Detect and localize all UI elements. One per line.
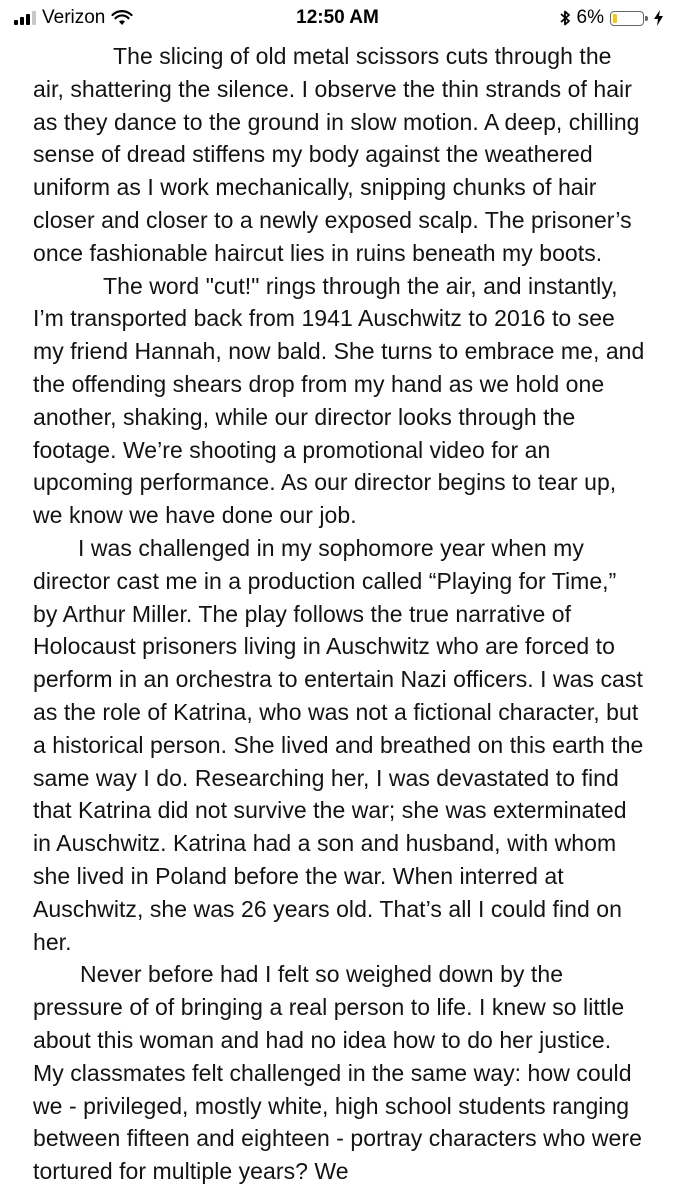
- bluetooth-icon: [559, 9, 571, 27]
- status-right: [559, 7, 663, 29]
- charging-bolt-icon: [654, 10, 663, 26]
- paragraph-1: The slicing of old metal scissors cuts through the air, shattering the silence. I observe the thin strands of hair as they dance to the ground in slow motion. A deep, chilling sense of dread stiffens my body against the weathered uniform as I work mechanically, snipping chunks of hair closer and closer to a newly exposed scalp. The prisoner’s once fashionable haircut lies in ruins beneath my boots.: [33, 43, 640, 266]
- battery-percent: 6%: [576, 7, 604, 28]
- paragraph-4: Never before had I felt so weighed down by the pressure of of bringing a real person to life. I knew so little about this woman and had no idea how to do her justice. My classmates felt challenged in the same way: how could we - privileged, mostly white, high school students ranging between fifteen and eighteen - portray characters who were tortured for multiple years? We: [33, 961, 642, 1185]
- paragraph-2: The word "cut!" rings through the air, and instantly, I’m transported back from 1941 Auschwitz to 2016 to see my friend Hannah, now bald. She turns to embrace me, and the offending shears drop from my hand as we hold one another, shaking, while our director looks through the footage. We’re shooting a promotional video for an upcoming performance. As our director begins to tear up, we know we have done our job.: [33, 272, 645, 529]
- document-body: [33, 40, 645, 1188]
- battery-icon: [610, 11, 644, 26]
- paragraph-3: I was challenged in my sophomore year when my director cast me in a production called “Playing for Time,” by Arthur Miller. The play follows the true narrative of Holocaust prisoners living in Auschwitz who are forced to perform in an orchestra to entertain Nazi officers. I was cast as the role of Katrina, who was not a fictional character, but a historical person. She lived and breathed on this earth the same way I do. Researching her, I was devastated to find that Katrina did not survive the war; she was exterminated in Auschwitz. Katrina had a son and husband, with whom she lived in Poland before the war. When interred at Auschwitz, she was 26 years old. That’s all I could find on her.: [33, 534, 644, 955]
- status-bar: [0, 0, 675, 36]
- battery-level-fill: [613, 14, 617, 23]
- carrier-name: Verizon: [42, 7, 106, 28]
- status-time: 12:50 AM: [296, 7, 379, 28]
